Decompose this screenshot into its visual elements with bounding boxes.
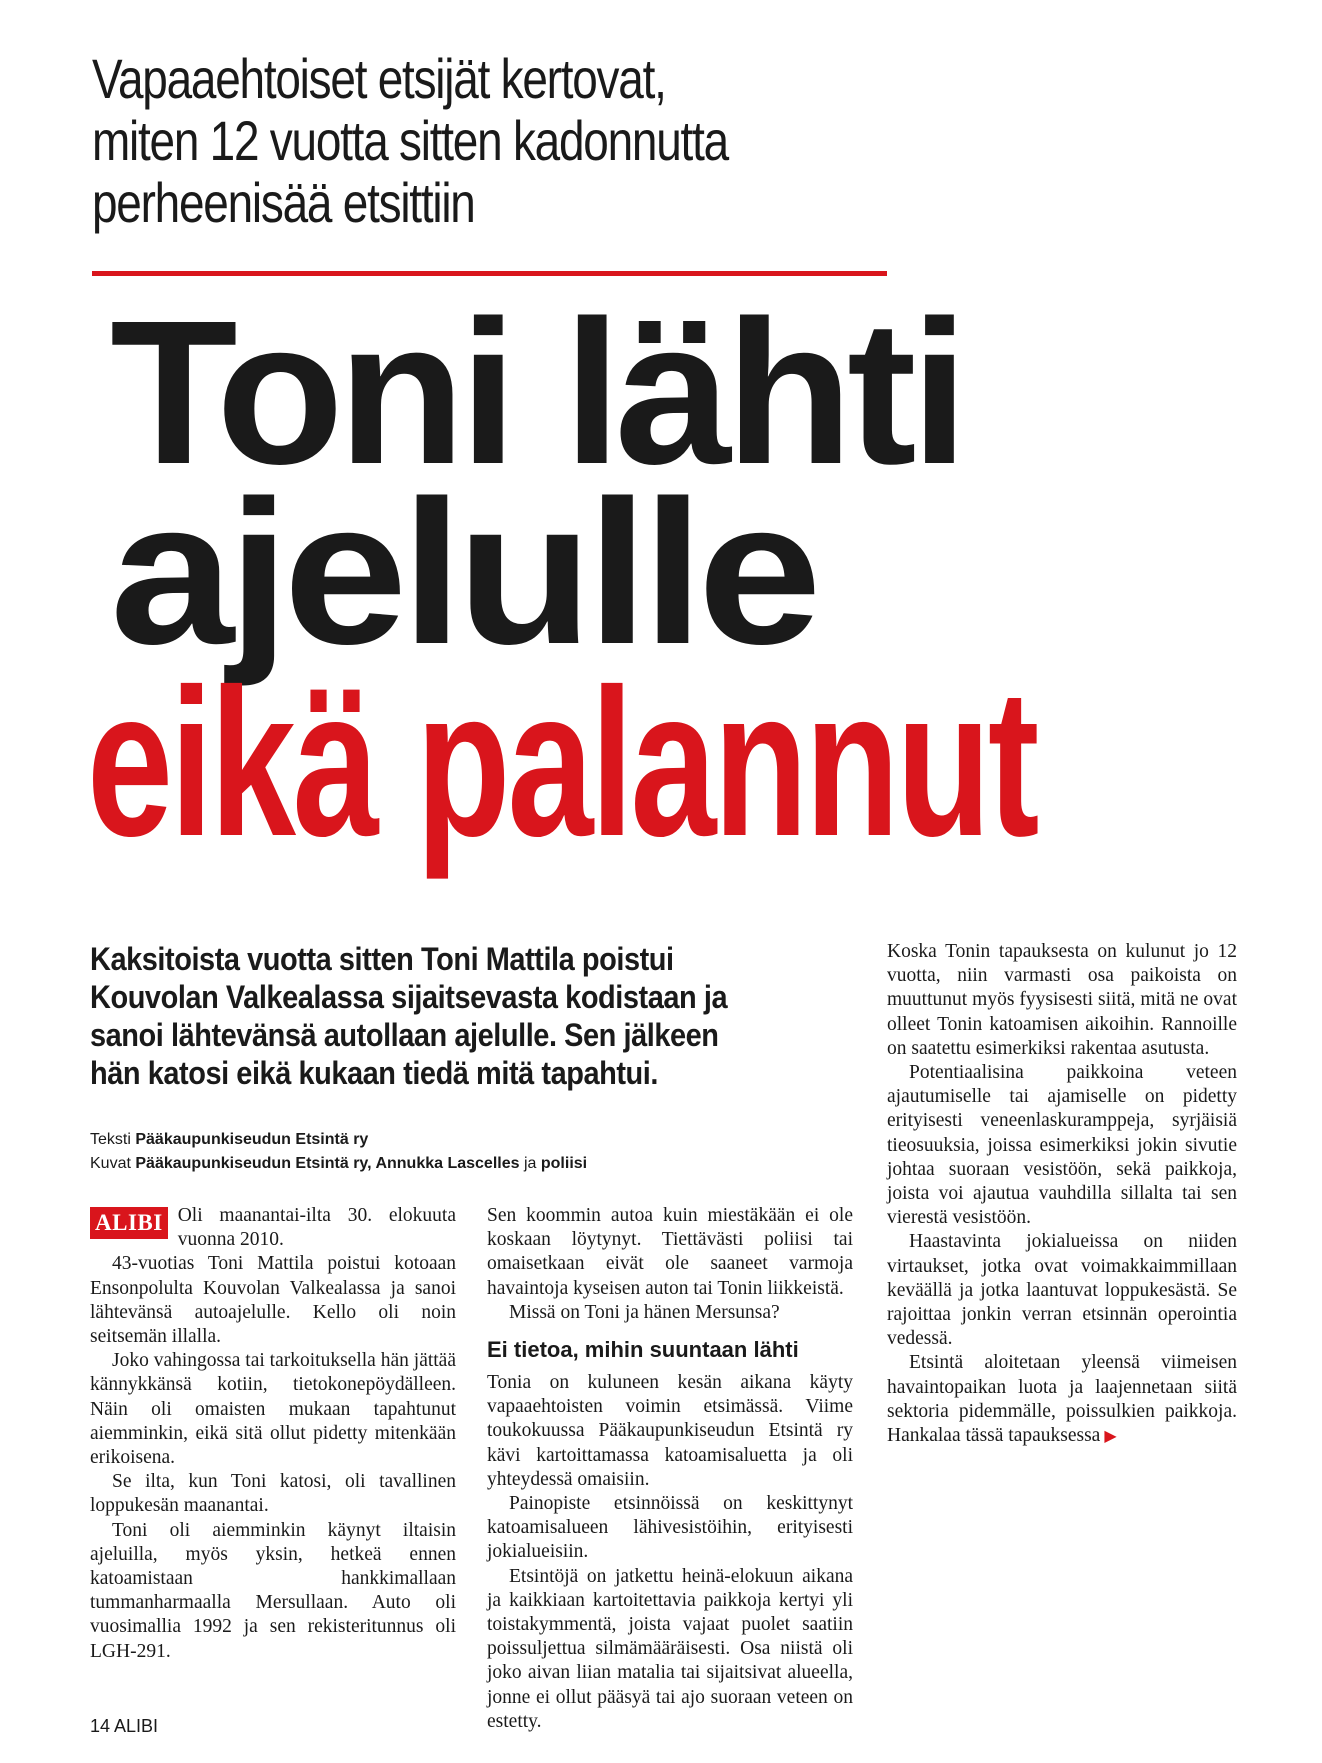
lede-line: Kaksitoista vuotta sitten Toni Mattila poistui bbox=[90, 941, 674, 977]
article-paragraph: Toni oli aiemminkin käynyt iltaisin ajeluilla, myös yksin, hetkeä ennen katoamistaan hankkimallaan tummanharmaalla Mersullaan. Auto oli vuosimallia 1992 ja sen rekisteritunnus oli LGH-291. bbox=[90, 1519, 456, 1662]
article-paragraph-text: Etsintä aloitetaan yleensä viimeisen havaintopaikan luota ja laajennetaan siitä sektoria pidemmälle, poissulkien paikkoja. Hankalaa tässä tapauksessa bbox=[887, 1352, 1237, 1447]
article-paragraph: Painopiste etsinnöissä on keskittynyt katoamisalueen lähivesistöihin, erityisesti jokialueisiin. bbox=[487, 1493, 853, 1563]
photo-credit bbox=[90, 1152, 587, 1176]
article-paragraph: Tonia on kuluneen kesän aikana käyty vapaaehtoisten voimin etsimässä. Viime toukokuussa Pääkaupunkiseudun Etsintä ry kävi kartoittamassa katoamisaluetta ja oli yhteydessä omaisiin. bbox=[487, 1372, 853, 1490]
article-paragraph: Potentiaalisina paikkoina veteen ajautumiselle tai ajamiselle on pidetty erityisesti veneenlaskuramppeja, syrjäisiä tieosuuksia, joissa esimerkiksi jokin sivutie johtaa suoraan vesistöön, sekä paikkoja, joista voi ajautua vauhdilla sillalta tai sen vierestä vesistöön. bbox=[887, 1062, 1237, 1229]
article-paragraph-text: Oli maanantai-ilta 30. elokuuta vuonna 2010. bbox=[177, 1205, 456, 1251]
lede-line: sanoi lähtevänsä autollaan ajelulle. Sen jälkeen bbox=[90, 1017, 719, 1053]
article-paragraph: Sen koommin autoa kuin miestäkään ei ole koskaan löytynyt. Tiettävästi poliisi tai omaisetkaan eivät ole saaneet varmoja havaintoja kyseisen auton tai Tonin liikkeistä. bbox=[487, 1205, 853, 1299]
kicker bbox=[92, 48, 797, 234]
text-credit-value: Pääkaupunkiseudun Etsintä ry bbox=[135, 1131, 369, 1148]
text-credit bbox=[90, 1128, 587, 1152]
page-folio: 14 ALIBI bbox=[90, 1716, 159, 1736]
article-paragraph: Haastavinta jokialueissa on niiden virtaukset, jotka ovat voimakkaimmillaan keväällä ja jotka laantuvat loppukesästä. Se rajoittaa jonkin verran etsinnän operointia vedessä. bbox=[887, 1231, 1237, 1350]
red-divider bbox=[92, 271, 887, 276]
lede bbox=[90, 940, 870, 1092]
triangle-right-icon: ▶ bbox=[1104, 1428, 1117, 1446]
photo-credit-value: Pääkaupunkiseudun Etsintä ry, Annukka Lascelles bbox=[135, 1155, 520, 1172]
headline-line-1: Toni lähti bbox=[110, 278, 963, 507]
kicker-line: miten 12 vuotta sitten kadonnutta bbox=[92, 109, 728, 172]
credits bbox=[90, 1128, 587, 1176]
subheading: Ei tietoa, mihin suuntaan lähti bbox=[487, 1337, 799, 1363]
kicker-line: Vapaaehtoiset etsijät kertovat, bbox=[92, 47, 666, 110]
article-paragraph bbox=[887, 1351, 1237, 1449]
photo-credit-police: poliisi bbox=[540, 1155, 588, 1172]
article-paragraph bbox=[90, 1204, 456, 1252]
article-paragraph: Se ilta, kun Toni katosi, oli tavallinen loppukesän maanantai. bbox=[90, 1471, 456, 1517]
article-paragraph: 43-vuotias Toni Mattila poistui kotoaan Ensonpolulta Kouvolan Valkealassa ja sanoi lähtevänsä autoajelulle. Kello oli noin seitsemän illalla. bbox=[90, 1253, 456, 1348]
lede-line: hän katosi eikä kukaan tiedä mitä tapahtui. bbox=[90, 1055, 658, 1091]
lede-line: Kouvolan Valkealassa sijaitsevasta kodistaan ja bbox=[90, 979, 728, 1015]
article-column-3 bbox=[887, 940, 1237, 1449]
article-paragraph: Koska Tonin tapauksesta on kulunut jo 12 vuotta, niin varmasti osa paikoista on muuttunut myös fyysisesti siitä, mitä ne ovat olleet Tonin katoamisen aikoihin. Rannoille on saatettu esimerkiksi rakentaa asutusta. bbox=[887, 941, 1237, 1059]
text-credit-label: Teksti bbox=[90, 1131, 131, 1148]
article-column-1 bbox=[90, 1204, 456, 1664]
photo-credit-and: ja bbox=[523, 1155, 537, 1172]
article-paragraph: Joko vahingossa tai tarkoituksella hän jättää kännykkänsä kotiin, tietokonepöydälleen. Näin oli omaisten mukaan tapahtunut aiemminkin, eikä sitä ollut pidetty mitenkään erikoisena. bbox=[90, 1350, 456, 1469]
kicker-line: perheenisää etsittiin bbox=[92, 171, 475, 234]
alibi-logo: ALIBI bbox=[90, 1207, 168, 1239]
article-column-2 bbox=[487, 1204, 853, 1734]
article-paragraph: Etsintöjä on jatkettu heinä-elokuun aikana ja kaikkiaan kartoitettavia paikkoja kertyi yli toistakymmentä, joista vajaat puolet saatiin poissuljettua silmämääräisesti. Osa niistä oli joko aivan liian matalia tai sijaitsivat alueella, jonne ei ollut pääsyä tai ajo suoraan veteen on estetty. bbox=[487, 1565, 853, 1732]
headline-line-2: ajelulle bbox=[110, 458, 816, 687]
headline-line-3: eikä palannut bbox=[87, 645, 1037, 880]
article-paragraph: Missä on Toni ja hänen Mersunsa? bbox=[509, 1301, 780, 1323]
photo-credit-label: Kuvat bbox=[90, 1155, 131, 1172]
